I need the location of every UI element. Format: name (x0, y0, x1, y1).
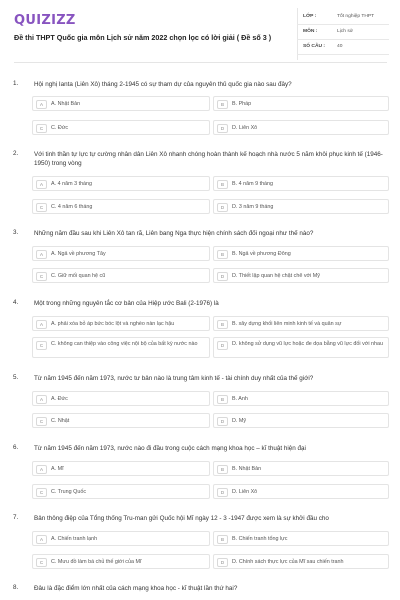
option-b[interactable] (213, 316, 389, 331)
option-text: B. xây dựng khối liên minh kinh tế và quân sự (232, 320, 342, 327)
meta-value: Tốt nghiệp THPT (337, 14, 375, 19)
option-letter-badge: C (36, 124, 47, 133)
option-text: C. Trung Quốc (51, 488, 87, 495)
option-text: D. Thiết lập quan hệ chặt chẽ với Mỹ (232, 272, 320, 279)
option-b[interactable] (213, 531, 389, 546)
option-letter-badge: D (217, 272, 228, 281)
option-text: C. Đức (51, 124, 69, 131)
option-letter-badge: A (36, 535, 47, 544)
option-letter-badge: A (36, 180, 47, 189)
question-text: Đâu là đặc điểm lớn nhất của cách mạng khoa học - kĩ thuật lần thứ hai? (34, 585, 238, 592)
meta-value: Lịch sử (337, 29, 354, 34)
option-a[interactable] (32, 246, 210, 261)
question-text: Hội nghị Ianta (Liên Xô) tháng 2-1945 có sự tham dự của nguyên thủ quốc gia nào sau đây? (34, 81, 292, 88)
question-number: 4. (13, 299, 19, 306)
option-letter-badge: A (36, 100, 47, 109)
question-number: 3. (13, 229, 19, 236)
meta-label: LỚP : (303, 14, 317, 19)
meta-row-class (297, 10, 389, 25)
option-c[interactable] (32, 554, 210, 569)
option-text: D. Liên Xô (232, 488, 258, 495)
option-c[interactable] (32, 199, 210, 214)
question-text: Từ năm 1945 đến năm 1973, nước nào đi đầu trong cuộc cách mạng khoa học – kĩ thuật hiện đại (34, 445, 306, 452)
option-text: B. Nhật Bản (232, 465, 262, 472)
option-a[interactable] (32, 461, 210, 476)
question-number: 6. (13, 444, 19, 451)
option-c[interactable] (32, 413, 210, 428)
option-text: D. 3 năm 9 tháng (232, 203, 274, 210)
option-letter-badge: A (36, 395, 47, 404)
option-letter-badge: C (36, 203, 47, 212)
option-b[interactable] (213, 246, 389, 261)
option-d[interactable] (213, 337, 389, 358)
header (0, 0, 400, 72)
meta-panel (297, 10, 389, 55)
question-number: 7. (13, 514, 19, 521)
option-text: A. Nhật Bản (51, 100, 81, 107)
option-letter-badge: D (217, 124, 228, 133)
option-text: C. 4 năm 6 tháng (51, 203, 93, 210)
option-text: A. Mĩ (51, 465, 64, 472)
option-letter-badge: A (36, 320, 47, 329)
option-text: A. phải xóa bỏ áp bức bóc lột và nghèo nàn lạc hậu (51, 320, 175, 327)
option-letter-badge: D (217, 488, 228, 497)
option-c[interactable] (32, 337, 210, 358)
question-number: 8. (13, 584, 19, 591)
option-letter-badge: B (217, 250, 228, 259)
question-text: Từ năm 1945 đến năm 1973, nước tư bản nào là trung tâm kinh tế - tài chính duy nhất của thế giới? (34, 375, 314, 382)
option-a[interactable] (32, 316, 210, 331)
option-d[interactable] (213, 413, 389, 428)
option-text: C. Nhật (51, 417, 70, 424)
option-letter-badge: B (217, 180, 228, 189)
option-text: D. Chính sách thực lực của Mĩ sau chiến tranh (232, 558, 344, 565)
option-text: B. Anh (232, 395, 248, 402)
option-d[interactable] (213, 120, 389, 135)
option-text: C. không can thiệp vào công việc nội bộ của bất kỳ nước nào (51, 340, 198, 347)
meta-label: SỐ CÂU : (303, 44, 326, 49)
option-letter-badge: A (36, 465, 47, 474)
option-d[interactable] (213, 554, 389, 569)
question-text: Với tinh thần tự lực tự cường nhân dân Liên Xô nhanh chóng hoàn thành kế hoạch nhà nước 5 năm khôi phục kinh tế (1946-1950) trong vòng (34, 151, 383, 168)
option-text: A. Đức (51, 395, 68, 402)
option-a[interactable] (32, 96, 210, 111)
option-text: A. Ngả về phương Tây (51, 250, 106, 257)
question-text: Những năm đầu sau khi Liên Xô tan rã, Liên bang Nga thực hiện chính sách đối ngoại như thế nào? (34, 230, 314, 237)
option-letter-badge: B (217, 100, 228, 109)
meta-label: MÔN : (303, 29, 318, 34)
option-a[interactable] (32, 176, 210, 191)
option-c[interactable] (32, 484, 210, 499)
meta-value: 40 (337, 44, 343, 49)
option-letter-badge: C (36, 272, 47, 281)
option-b[interactable] (213, 176, 389, 191)
document-title: Đề thi THPT Quốc gia môn Lịch sử năm 2022 chọn lọc có lời giải ( Đề số 3 ) (14, 33, 272, 42)
option-text: B. 4 năm 9 tháng (232, 180, 274, 187)
option-letter-badge: B (217, 535, 228, 544)
option-text: C. Mưu đồ làm bá chủ thế giới của Mĩ (51, 558, 142, 565)
option-text: B. Chiến tranh tổng lực (232, 535, 288, 542)
option-text: A. 4 năm 3 tháng (51, 180, 93, 187)
option-letter-badge: C (36, 341, 47, 350)
option-c[interactable] (32, 268, 210, 283)
option-letter-badge: D (217, 417, 228, 426)
option-letter-badge: C (36, 417, 47, 426)
option-d[interactable] (213, 268, 389, 283)
option-c[interactable] (32, 120, 210, 135)
option-text: C. Giữ mối quan hệ cũ (51, 272, 106, 279)
option-letter-badge: B (217, 395, 228, 404)
option-letter-badge: D (217, 558, 228, 567)
option-text: D. Mỹ (232, 417, 247, 424)
question-text: Bản thông điệp của Tổng thống Tru-man gửi Quốc hội Mĩ ngày 12 - 3 -1947 được xem là sự khởi đầu cho (34, 515, 329, 522)
option-a[interactable] (32, 531, 210, 546)
option-letter-badge: B (217, 320, 228, 329)
option-text: B. Ngả về phương Đông (232, 250, 291, 257)
quizizz-logo: QUIZIZZ (14, 13, 76, 28)
option-text: A. Chiến tranh lạnh (51, 535, 98, 542)
option-letter-badge: B (217, 465, 228, 474)
question-number: 2. (13, 150, 19, 157)
option-text: B. Pháp (232, 100, 252, 107)
option-d[interactable] (213, 199, 389, 214)
meta-row-subject (297, 25, 389, 40)
question-text: Một trong những nguyên tắc cơ bản của Hiệp ước Bali (2-1976) là (34, 300, 219, 307)
option-text: D. không sử dụng vũ lực hoặc đe dọa bằng vũ lực đối với nhau (232, 340, 384, 347)
option-a[interactable] (32, 391, 210, 406)
option-b[interactable] (213, 96, 389, 111)
option-d[interactable] (213, 484, 389, 499)
question-number: 5. (13, 374, 19, 381)
option-b[interactable] (213, 391, 389, 406)
option-letter-badge: D (217, 341, 228, 350)
option-text: D. Liên Xô (232, 124, 258, 131)
question-number: 1. (13, 80, 19, 87)
meta-row-question-count (297, 40, 389, 55)
option-letter-badge: C (36, 558, 47, 567)
header-divider (14, 62, 387, 63)
option-b[interactable] (213, 461, 389, 476)
option-letter-badge: A (36, 250, 47, 259)
option-letter-badge: C (36, 488, 47, 497)
option-letter-badge: D (217, 203, 228, 212)
